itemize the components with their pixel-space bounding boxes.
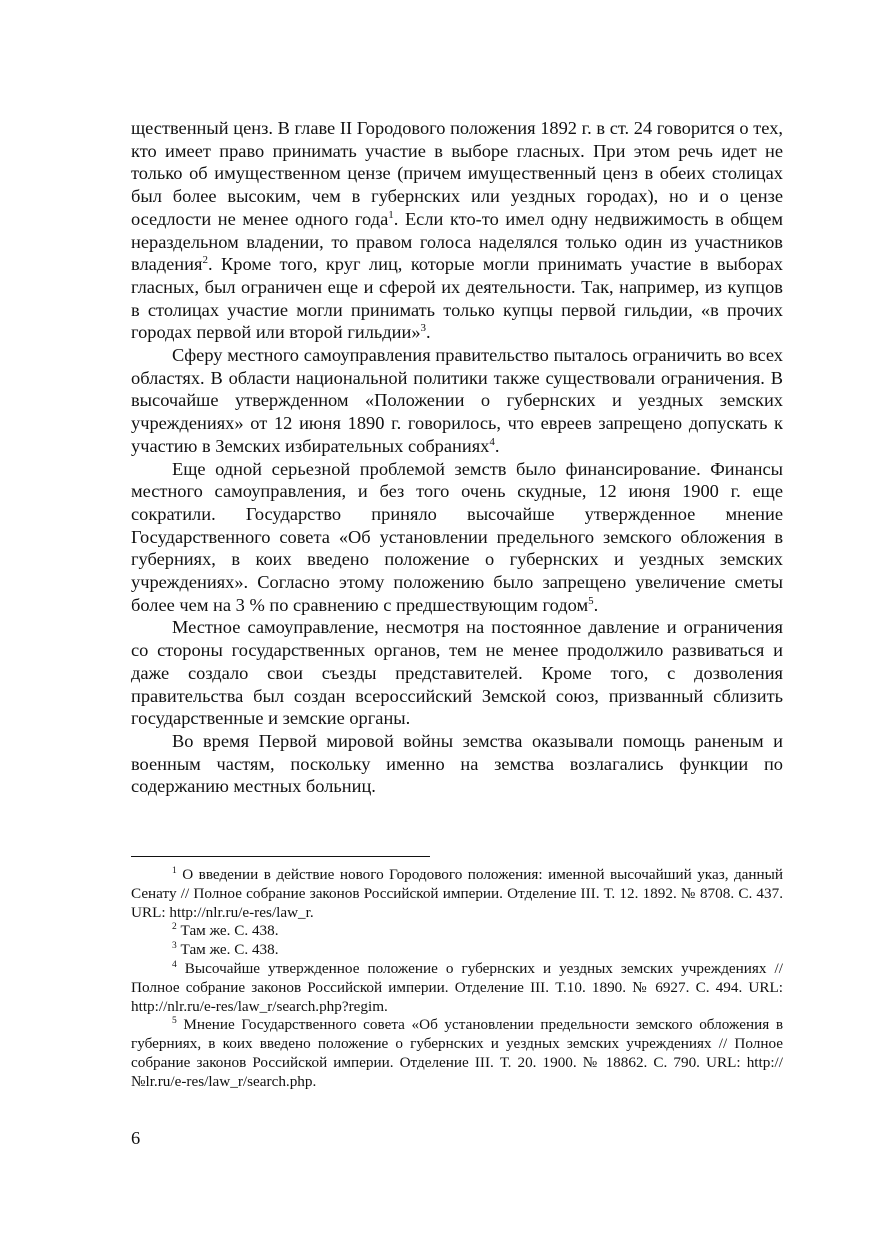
- paragraph-text: Во время Первой мировой войны земства оказывали помощь раненым и военным частям, поскольку именно на земства возлагались функции по содержанию местных больниц.: [131, 730, 783, 797]
- page-number: 6: [131, 1128, 141, 1148]
- footnote-ref: 4: [489, 435, 495, 448]
- paragraph-text: .: [494, 435, 500, 456]
- footnote-3: [131, 941, 783, 960]
- paragraph-text: . Кроме того, круг лиц, которые могли принимать участие в выборах гласных, был ограничен еще и сферой их деятельности. Так, например, из купцов в столицах участие могли принимать только купцы первой гильдии, «в прочих городах первой или второй гильдии»: [131, 254, 783, 343]
- footnotes: [131, 866, 783, 1092]
- footnote-2: [131, 922, 783, 941]
- paragraph-text: .: [593, 594, 599, 615]
- footnote-ref: 2: [202, 254, 208, 267]
- footnote-text: Там же. С. 438.: [180, 922, 279, 940]
- footnote-text: Там же. С. 438.: [180, 941, 279, 959]
- paragraph-4: [131, 616, 783, 730]
- footnote-ref: 1: [388, 208, 394, 221]
- footnote-number: 4: [172, 959, 177, 970]
- footnote-number: 5: [172, 1016, 177, 1027]
- footnote-text: Мнение Государственного совета «Об установлении предельности земского обложения в губерниях, в коих введено положение о губернских и уездных земских учреждениях // Полное собрание законов Российской империи. Отделение III. Т. 20. 1900. № 18862. С. 790. URL: http://№lr.ru/e-res/law_r/search.php.: [131, 1016, 784, 1090]
- footnote-text: О введении в действие нового Городового положения: именной высочайший указ, данный Сенату // Полное собрание законов Российской империи. Отделение III. Т. 12. 1892. № 8708. С. 437. URL: http://nlr.ru/e-res/law_r.: [131, 866, 784, 921]
- paragraph-text: Местное самоуправление, несмотря на постоянное давление и ограничения со стороны государственных органов, тем не менее продолжило развиваться и даже создало свои съезды представителей. Кроме того, с дозволения правительства был создан всероссийский Земской союз, призванный сблизить государственные и земские органы.: [131, 617, 783, 729]
- paragraph-5: [131, 730, 783, 798]
- paragraph-text: . Если кто-то имел одну недвижимость в общем нераздельном владении, то правом голоса наделялся только один из участников владения: [131, 208, 783, 275]
- footnote-ref: 5: [588, 594, 594, 607]
- paragraph-text: Сферу местного самоуправления правительство пыталось ограничить во всех областях. В области национальной политики также существовали ограничения. В высочайше утвержденном «Положении о губернских и уездных земских учреждениях» от 12 июня 1890 г. говорилось, что евреев запрещено допускать к участию в Земских избирательных собраниях: [131, 345, 783, 456]
- paragraph-3: [131, 458, 783, 617]
- footnote-separator: [131, 856, 430, 857]
- footnote-ref: 3: [420, 322, 427, 335]
- paragraph-1: [131, 117, 783, 344]
- footnote-1: [131, 866, 783, 922]
- paragraph-text: .: [426, 322, 431, 343]
- footnote-number: 3: [172, 941, 177, 952]
- body-text: [131, 117, 783, 798]
- paragraph-text: Еще одной серьезной проблемой земств было финансирование. Финансы местного самоуправления, и без того очень скудные, 12 июня 1900 г. еще сократили. Государство приняло высочайше утвержденное мнение Государственного совета «Об установлении предельного земского обложения в губерниях, в коих введено положение о губернских и уездных земских учреждениях». Согласно этому положению было запрещено увеличение сметы более чем на 3 % по сравнению с предшествующим годом: [131, 458, 783, 615]
- footnote-4: [131, 960, 783, 1016]
- footnote-number: 1: [172, 865, 177, 876]
- paragraph-2: [131, 344, 783, 458]
- footnote-number: 2: [172, 922, 177, 933]
- footnote-text: Высочайше утвержденное положение о губернских и уездных земских учреждениях // Полное собрание законов Российской империи. Отделение III. Т.10. 1890. № 6927. С. 494. URL: http://nlr.ru/e-res/law_r/search.php?regim.: [131, 959, 783, 1015]
- footnote-5: [131, 1016, 783, 1091]
- paragraph-text: щественный ценз. В главе II Городового положения 1892 г. в ст. 24 говорится о тех, кто имеет право принимать участие в выборе гласных. При этом речь идет не только об имущественном цензе (причем имущественный ценз в обеих столицах был более высоким, чем в губернских или уездных городах), но и о цензе оседлости не менее одного года: [131, 118, 783, 229]
